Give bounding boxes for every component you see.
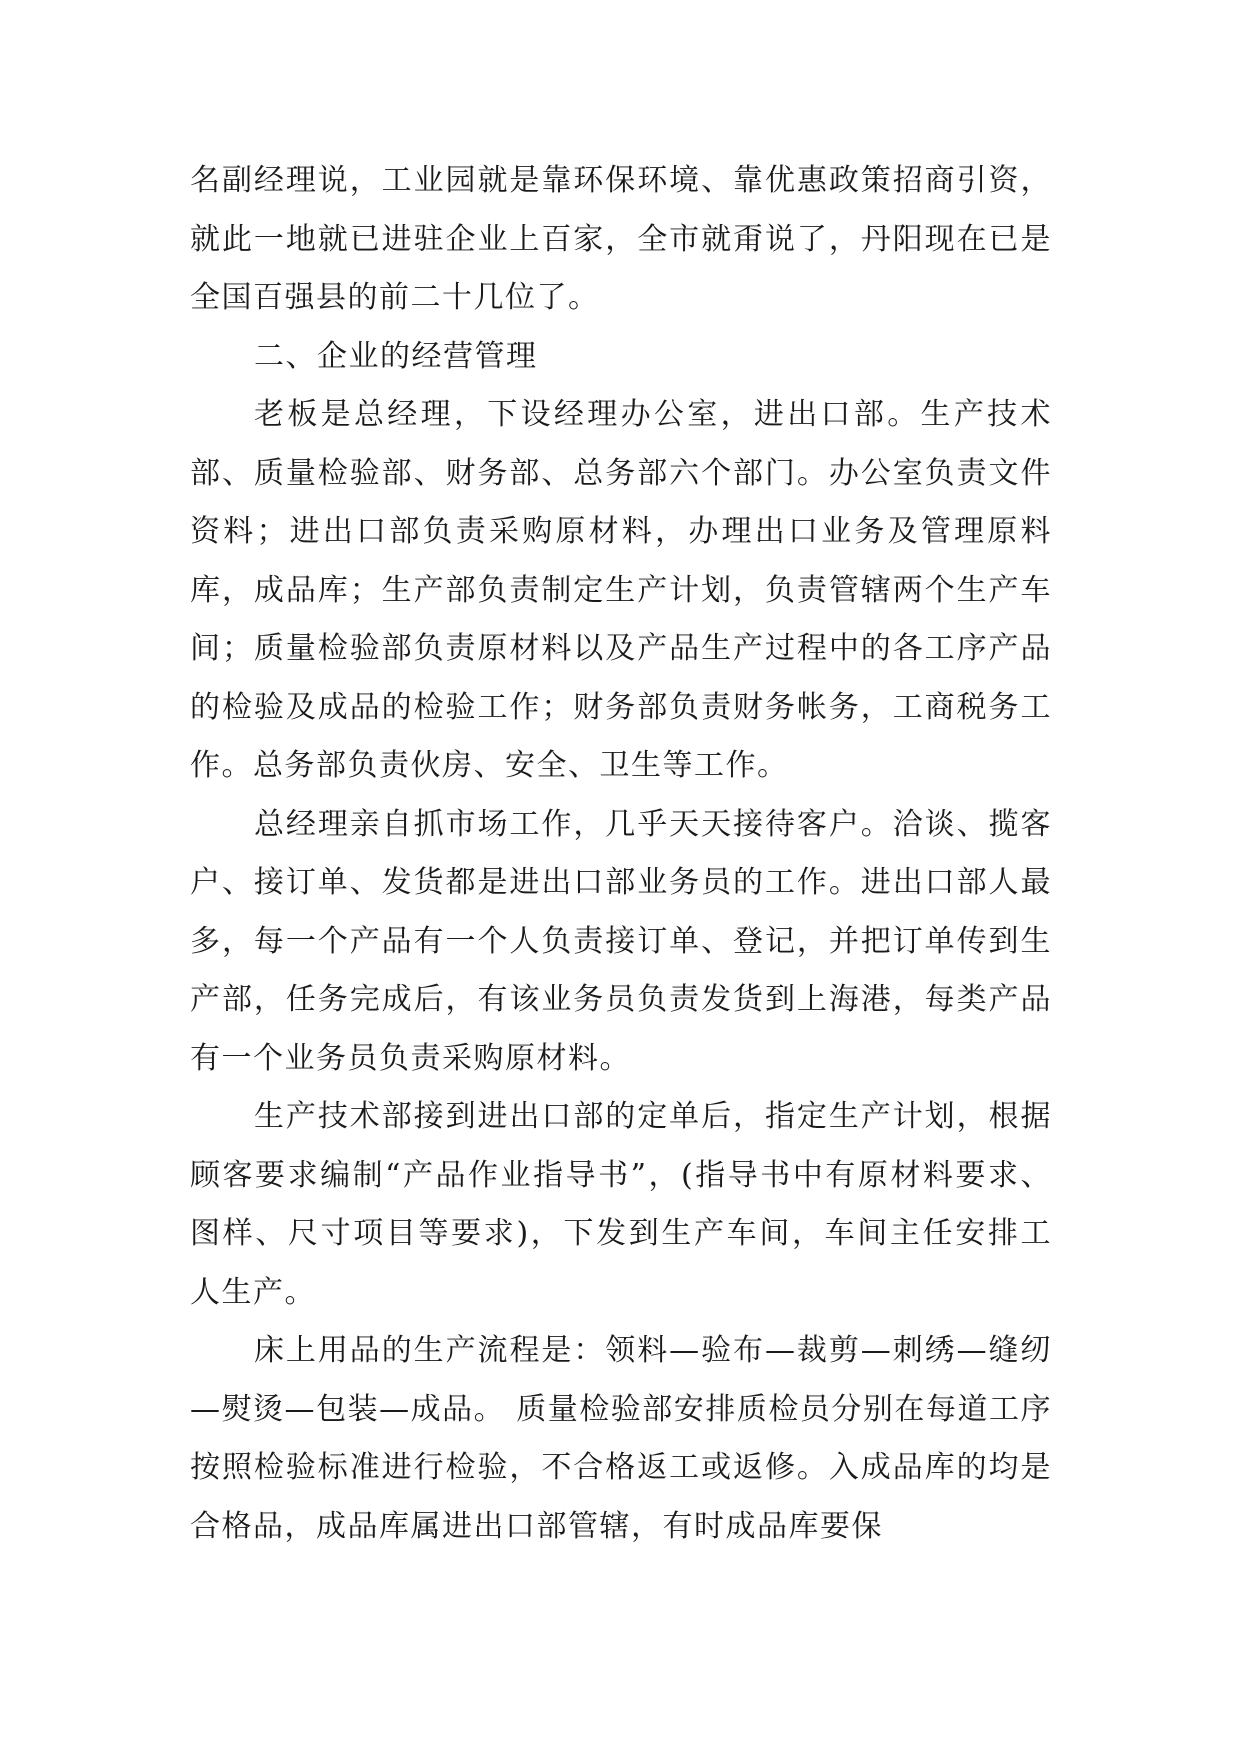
paragraph-continuation: 名副经理说，工业园就是靠环保环境、靠优惠政策招商引资，就此一地就已进驻企业上百家，全市就甭说了，丹阳现在已是全国百强县的前二十几位了。 — [190, 163, 1052, 315]
paragraph-sales: 总经理亲自抓市场工作，几乎天天接待客户。洽谈、揽客户、接订单、发货都是进出口部业务员的工作。进出口部人最多，每一个产品有一个人负责接订单、登记，并把订单传到生产部，任务完成后，有该业务员负责发货到上海港，每类产品有一个业务员负责采购原材料。 — [190, 806, 1052, 1076]
paragraph-production-flow: 床上用品的生产流程是：领料—验布—裁剪—刺绣—缝纫—熨烫—包装—成品。 质量检验部安排质检员分别在每道工序按照检验标准进行检验，不合格返工或返修。入成品库的均是合格品，成品库属进出口部管辖，有时成品库要保 — [190, 1333, 1052, 1544]
paragraph-production-planning: 生产技术部接到进出口部的定单后，指定生产计划，根据顾客要求编制“产品作业指导书”，(指导书中有原材料要求、图样、尺寸项目等要求)，下发到生产车间，车间主任安排工人生产。 — [190, 1099, 1052, 1310]
document-body — [190, 152, 1052, 1556]
paragraph-departments: 老板是总经理，下设经理办公室，进出口部。生产技术部、质量检验部、财务部、总务部六个部门。办公室负责文件资料；进出口部负责采购原材料，办理出口业务及管理原料库，成品库；生产部负责制定生产计划，负责管辖两个生产车间；质量检验部负责原材料以及产品生产过程中的各工序产品的检验及成品的检验工作；财务部负责财务帐务，工商税务工作。总务部负责伙房、安全、卫生等工作。 — [190, 397, 1052, 783]
section-heading: 二、企业的经营管理 — [254, 338, 538, 374]
